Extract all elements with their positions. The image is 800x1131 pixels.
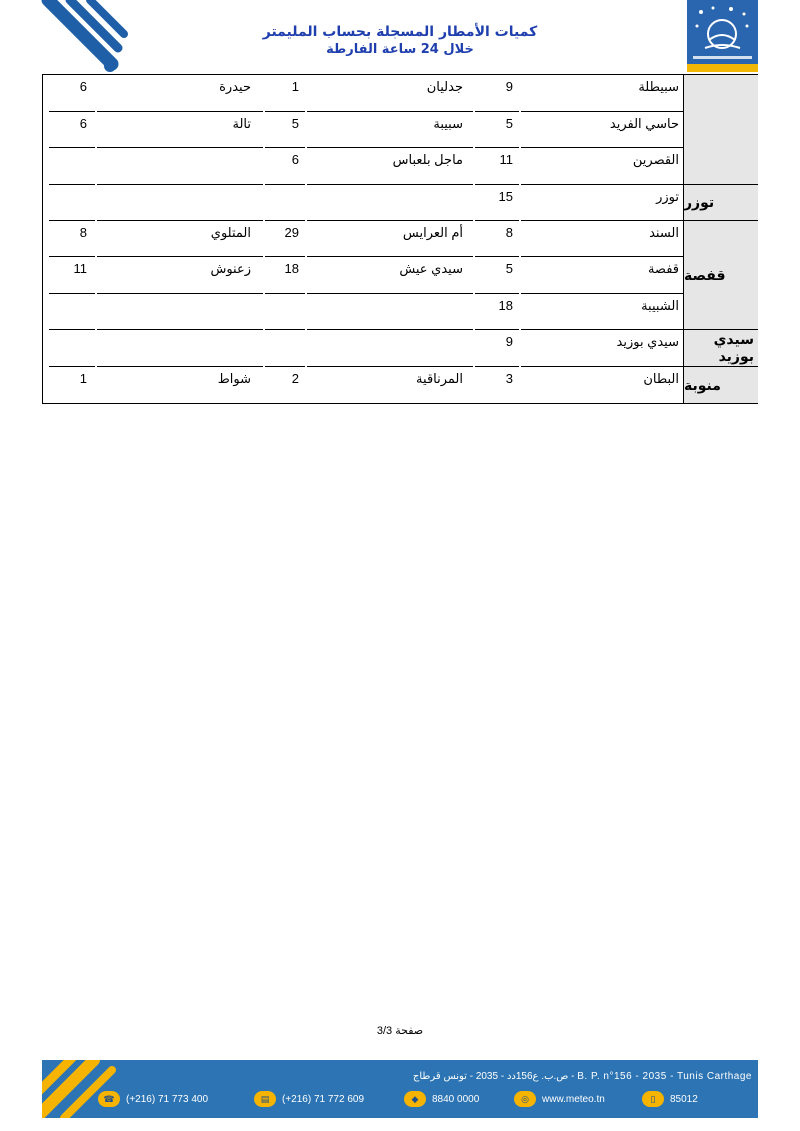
footer-bar: [42, 1060, 758, 1118]
short-number: 8840 0000: [432, 1093, 480, 1105]
footer-phone: [98, 1091, 208, 1107]
row-separator-line: [97, 147, 263, 148]
row-separator-line: [521, 366, 683, 367]
row-separator-line: [97, 256, 263, 257]
row-separator-line: [49, 147, 95, 148]
mobile-icon: ▯: [642, 1091, 664, 1107]
row-separator-line: [49, 111, 95, 112]
row-separator-line: [97, 111, 263, 112]
footer-short-number: [404, 1091, 479, 1107]
footer-sms: [642, 1091, 698, 1107]
row-separator-line: [475, 256, 519, 257]
row-separator-line: [475, 329, 519, 330]
row-separator-line: [265, 329, 305, 330]
rainfall-value: 15: [498, 189, 513, 204]
station-name: توزر: [656, 189, 679, 204]
row-separator-line: [97, 366, 263, 367]
governorate-cell: سيدي بوزيد: [684, 330, 758, 367]
row-separator-line: [265, 220, 305, 221]
station-name: ماجل بلعباس: [392, 152, 463, 167]
row-separator-line: [97, 329, 263, 330]
governorate-cell: توزر: [684, 185, 758, 221]
row-separator-line: [49, 220, 95, 221]
rainfall-value: 8: [505, 225, 513, 240]
rainfall-value: 9: [505, 79, 513, 94]
row-separator-line: [49, 329, 95, 330]
row-separator-line: [97, 220, 263, 221]
row-separator-line: [49, 256, 95, 257]
row-separator-line: [97, 293, 263, 294]
row-separator-line: [475, 220, 519, 221]
station-name: زعنوش: [210, 261, 251, 276]
row-separator-line: [307, 147, 473, 148]
station-name: أم العرايس: [402, 225, 463, 240]
station-name: سيدي عيش: [399, 261, 463, 276]
rainfall-value: 6: [291, 152, 299, 167]
header-corner-decoration: [0, 0, 130, 80]
row-separator-line: [49, 366, 95, 367]
station-name: الشبيبة: [641, 298, 679, 313]
rainfall-value: 11: [499, 152, 513, 167]
station-name: البطان: [643, 371, 679, 386]
station-name: المرناقية: [416, 371, 463, 386]
rainfall-value: 6: [79, 116, 87, 131]
row-separator-line: [521, 147, 683, 148]
rainfall-value: 2: [291, 371, 299, 386]
row-separator-line: [265, 147, 305, 148]
row-separator-line: [521, 293, 683, 294]
row-separator-line: [307, 184, 473, 185]
row-separator-line: [265, 293, 305, 294]
station-name: شواط: [217, 371, 251, 386]
row-separator-line: [475, 293, 519, 294]
rainfall-value: 11: [73, 261, 87, 276]
row-separator-line: [521, 220, 683, 221]
handshake-icon: ◆: [404, 1091, 426, 1107]
page-subtitle: خلال 24 ساعة الفارطة: [326, 42, 474, 57]
governorate-cell: [684, 75, 758, 185]
governorate-column: [683, 75, 758, 403]
row-separator-line: [307, 111, 473, 112]
station-name: سيدي بوزيد: [616, 334, 679, 349]
station-name: جدليان: [426, 79, 463, 94]
row-separator-line: [521, 329, 683, 330]
rainfall-value: 1: [291, 79, 299, 94]
station-name: تالة: [232, 116, 251, 131]
fax-icon: ▤: [254, 1091, 276, 1107]
row-separator-line: [49, 293, 95, 294]
page-title: كميات الأمطار المسجلة بحساب المليمتر: [262, 24, 538, 40]
station-name: حيدرة: [219, 79, 251, 94]
rainfall-value: 5: [291, 116, 299, 131]
row-separator-line: [521, 184, 683, 185]
row-separator-line: [49, 184, 95, 185]
rainfall-value: 9: [505, 334, 513, 349]
row-separator-line: [475, 184, 519, 185]
row-separator-line: [521, 256, 683, 257]
row-separator-line: [265, 366, 305, 367]
rainfall-value: 18: [498, 298, 513, 313]
rainfall-value: 3: [505, 371, 513, 386]
phone-icon: ☎: [98, 1091, 120, 1107]
row-separator-line: [307, 329, 473, 330]
row-separator-line: [265, 111, 305, 112]
rainfall-value: 29: [284, 225, 299, 240]
row-separator-line: [307, 256, 473, 257]
governorate-cell: منوبة: [684, 367, 758, 403]
footer-decoration: [42, 1060, 132, 1118]
rainfall-value: 18: [284, 261, 299, 276]
row-separator-line: [265, 184, 305, 185]
row-separator-line: [265, 256, 305, 257]
rainfall-value: 5: [505, 116, 513, 131]
row-separator-line: [307, 220, 473, 221]
row-separator-line: [475, 111, 519, 112]
station-name: القصرين: [632, 152, 679, 167]
row-separator-line: [521, 111, 683, 112]
website-link[interactable]: www.meteo.tn: [542, 1093, 605, 1105]
rainfall-value: 1: [79, 371, 87, 386]
web-icon: ◎: [514, 1091, 536, 1107]
row-separator-line: [307, 293, 473, 294]
rainfall-value: 6: [79, 79, 87, 94]
footer-address: ص.ب. ع156دد - 2035 - تونس قرطاج - B. P. n°156 - 2035 - Tunis Carthage: [412, 1071, 752, 1082]
institute-logo: [687, 0, 758, 72]
page-number: صفحة 3/3: [376, 1025, 424, 1037]
footer-website[interactable]: [514, 1091, 605, 1107]
phone-number: (+216) 71 773 400: [126, 1093, 209, 1105]
rainfall-value: 5: [505, 261, 513, 276]
station-name: سبيبة: [433, 116, 463, 131]
station-name: قفصة: [647, 261, 679, 276]
row-separator-line: [475, 147, 519, 148]
station-name: المتلوي: [210, 225, 251, 240]
rainfall-value: 8: [79, 225, 87, 240]
row-separator-line: [475, 366, 519, 367]
row-separator-line: [97, 184, 263, 185]
sms-number: 85012: [670, 1093, 698, 1105]
governorate-cell: قفصة: [684, 221, 758, 330]
station-name: سبيطلة: [638, 79, 679, 94]
station-name: حاسي الفريد: [609, 116, 679, 131]
station-name: السند: [649, 225, 679, 240]
row-separator-line: [307, 366, 473, 367]
fax-number: (+216) 71 772 609: [282, 1093, 365, 1105]
rainfall-table: [42, 74, 758, 404]
footer-fax: [254, 1091, 364, 1107]
